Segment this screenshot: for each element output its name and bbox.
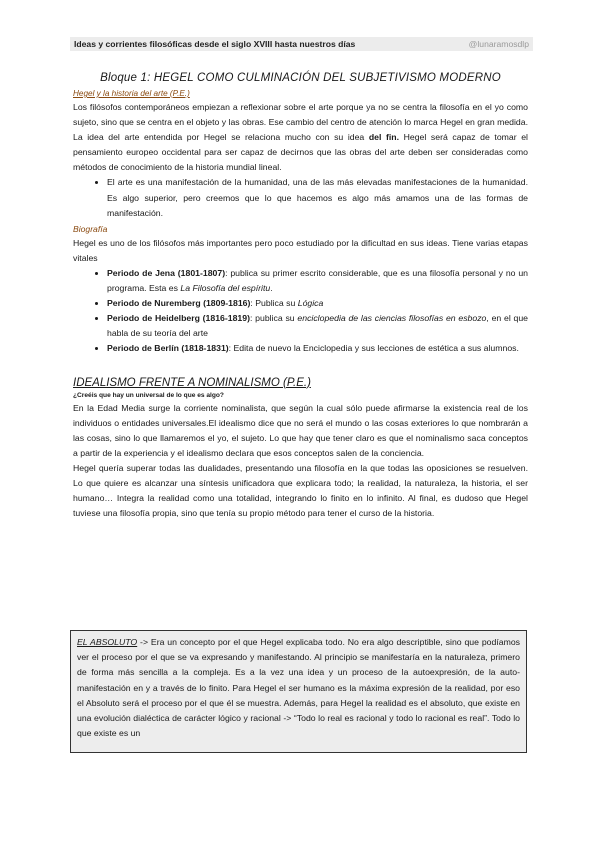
periods-list [73, 266, 528, 357]
biography-heading: Biografía [73, 223, 108, 234]
intro-paragraph: Los filósofos contemporáneos empiezan a reflexionar sobre el arte porque ya no se centra la filosofía en el yo como sujeto, sino que se centra en el objeto y las obras. Ese cambio del centro de atención lo marca Hegel en gran medida. La idea del arte entendida por Hegel se relaciona mucho con su idea del fin. Hegel será capaz de tomar el pensamiento europeo occidental para ser capaz de decirnos que las obras del arte deben ser consideradas como métodos de conocimiento de la historia mundial lineal. [73, 102, 528, 173]
main-content [73, 70, 528, 521]
header-title: Ideas y corrientes filosóficas desde el siglo XVIII hasta nuestros días [74, 39, 356, 49]
list-item: • Periodo de Jena (1801-1807): publica su primer escrito considerable, que es una filosofía personal y no un programa. Esta es La Filosofía del espíritu. [107, 266, 528, 296]
list-item: • Periodo de Nuremberg (1809-1816): Publica su Lógica [107, 296, 528, 311]
list-item: • Periodo de Berlín (1818-1831): Edita de nuevo la Enciclopedia y sus lecciones de estética a sus alumnos. [107, 341, 528, 356]
note-label: EL ABSOLUTO [77, 637, 138, 647]
section-title: IDEALISMO FRENTE A NOMINALISMO (P.E.) [73, 376, 311, 389]
page-header [70, 37, 533, 51]
section-subtitle: Hegel y la historia del arte (P.E.) [73, 89, 190, 98]
bullet-list [73, 175, 528, 220]
list-item: • El arte es una manifestación de la humanidad, una de las más elevadas manifestaciones de la humanidad. Es algo superior, pero creemos que lo que hacemos es algo más amamos una de las formas de manifestación. [107, 175, 528, 220]
list-item: • Periodo de Heidelberg (1816-1819): publica su enciclopedia de las ciencias filosofías en esbozo, en el que habla de su teoría del arte [107, 311, 528, 341]
biography-intro: Hegel es uno de los filósofos más importantes pero poco estudiado por la dificultad en sus ideas. Tiene varias etapas vitales [73, 237, 528, 263]
block-title: Bloque 1: HEGEL COMO CULMINACIÓN DEL SUBJETIVISMO MODERNO [100, 72, 501, 84]
absolute-note-box [70, 630, 527, 753]
header-handle: @lunaramosdlp [468, 39, 529, 49]
question-text: ¿Creéis que hay un universal de lo que es algo? [73, 391, 224, 399]
note-paragraph: EL ABSOLUTO -> Era un concepto por el que Hegel explicaba todo. No era algo descriptible, sino que podíamos ver el proceso por el que se va expresando y manifestando. Al principio se manifestaría en la naturaleza, primero de forma más sencilla a la compleja. Es a la vez una idea y un proceso de la autoexpresión, de la auto-manifestación en y a través de lo finito. Para Hegel el ser humano es la máxima expresión de la realidad, por eso el Absoluto será el proceso por el que él se muestra. Además, para Hegel la realidad es el absoluto, que existe en una evolución dialéctica de carácter lógico y racional -> “Todo lo real es racional y todo lo racional es real”. Todo lo que existe es un [77, 637, 520, 739]
paragraph: En la Edad Media surge la corriente nominalista, que según la cual sólo puede afirmarse la existencia real de los individuos o entidades universales.El idealismo dice que no será el mundo o las cosas exteriores lo que nombrarán a las cosas, sino lo que llamaremos el yo, el sujeto. Lo que hay que tener claro es que el nominalismo saca conceptos a partir de la experiencia y el idealismo declara que esos conceptos salen de la conciencia. [73, 402, 528, 458]
bold-phrase: del fin. [368, 132, 400, 143]
paragraph: Hegel quería superar todas las dualidades, presentando una filosofía en la que todas las oposiciones se resuelven. Lo que quiere es alcanzar una síntesis unificadora que explicara todo; la realidad, la naturaleza, la historia, el ser humano… Integra la realidad como una totalidad, integrando lo finito en lo infinito. Al final, es dudoso que Hegel tuviese una filosofía propia, sino que tenía su propio método para tener el curso de la historia. [73, 462, 528, 519]
